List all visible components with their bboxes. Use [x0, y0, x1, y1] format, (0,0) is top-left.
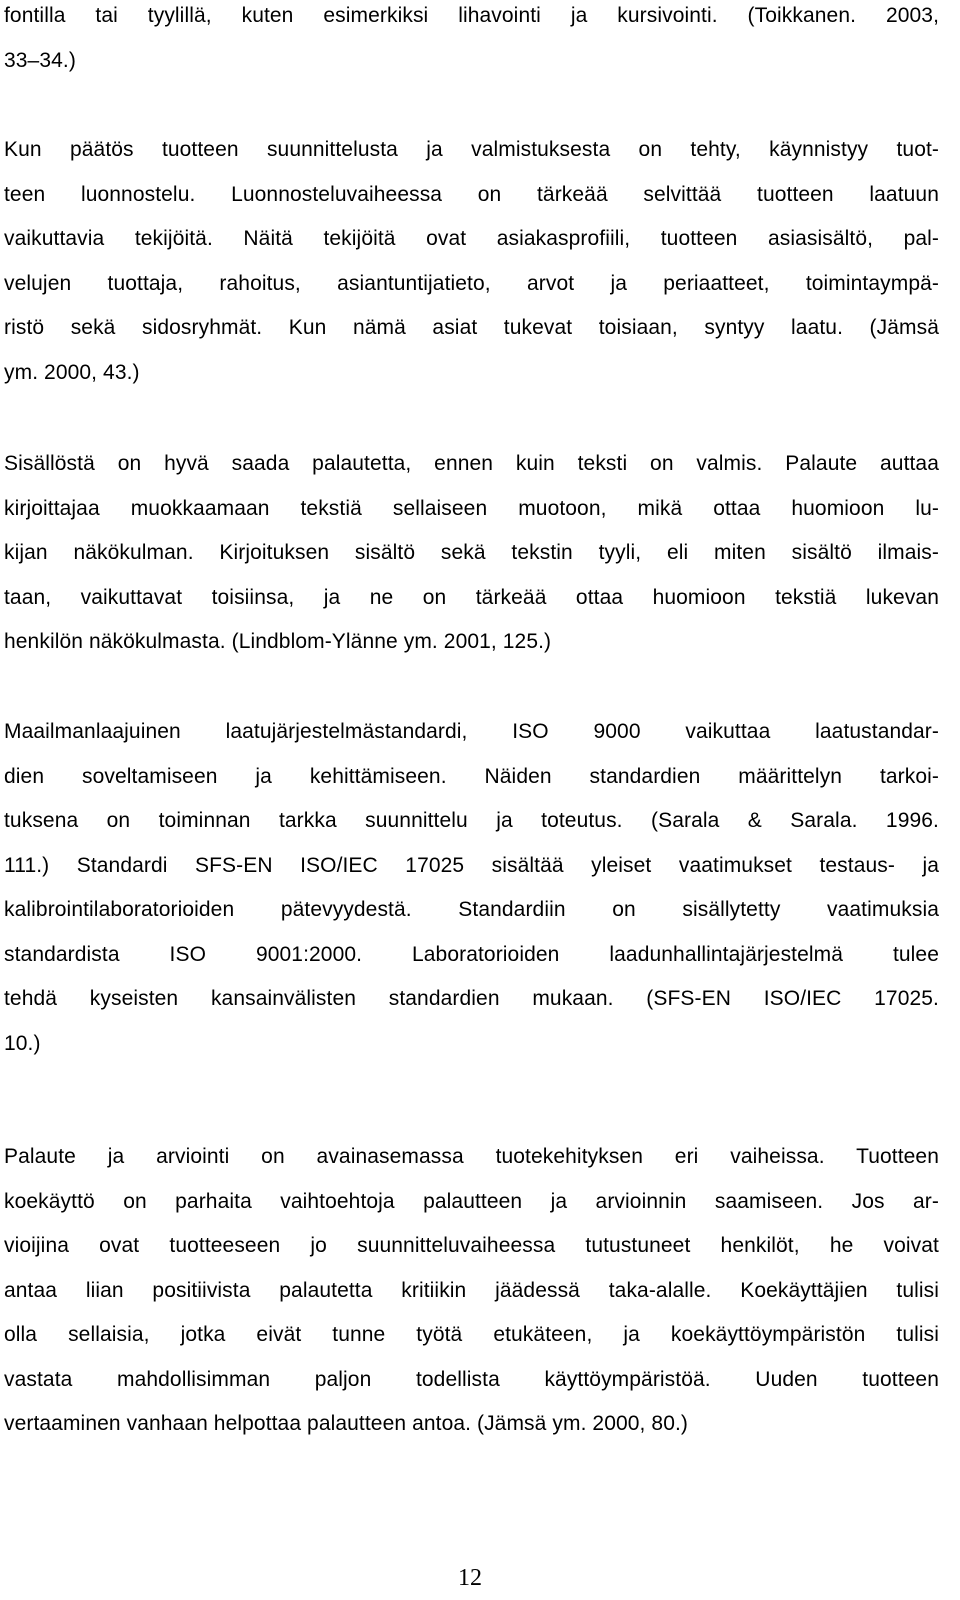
paragraph — [4, 442, 939, 665]
paragraph-line: vaikuttavia tekijöitä. Näitä tekijöitä ovat asiakasprofiili, tuotteen asiasisältö, pal- — [4, 227, 939, 250]
paragraph-line: vioijina ovat tuotteeseen jo suunnitteluvaiheessa tutustuneet henkilöt, he voivat — [4, 1234, 939, 1257]
paragraph-line: tehdä kyseisten kansainvälisten standardien mukaan. (SFS-EN ISO/IEC 17025. — [4, 987, 939, 1010]
paragraph-line: Sisällöstä on hyvä saada palautetta, ennen kuin teksti on valmis. Palaute auttaa — [4, 452, 939, 475]
paragraph-line: dien soveltamiseen ja kehittämiseen. Näiden standardien määrittelyn tarkoi- — [4, 764, 939, 788]
page-number: 12 — [458, 1565, 482, 1591]
paragraph-line: kalibrointilaboratorioiden pätevyydestä. Standardiin on sisällytetty vaatimuksia — [4, 898, 939, 921]
paragraph-line: taan, vaikuttavat toisiinsa, ja ne on tärkeää ottaa huomioon tekstiä lukevan — [4, 585, 939, 609]
paragraph-line: vastata mahdollisimman paljon todellista käyttöympäristöä. Uuden tuotteen — [4, 1367, 939, 1391]
paragraph-line: Maailmanlaajuinen laatujärjestelmästandardi, ISO 9000 vaikuttaa laatustandar- — [4, 720, 939, 743]
paragraph-line: fontilla tai tyylillä, kuten esimerkiksi lihavointi ja kursivointi. (Toikkanen. 2003, — [4, 4, 939, 27]
paragraph-line: 111.) Standardi SFS-EN ISO/IEC 17025 sisältää yleiset vaatimukset testaus- ja — [4, 853, 939, 877]
paragraph-line: 10.) — [4, 1031, 41, 1055]
paragraph-line: vertaaminen vanhaan helpottaa palautteen antoa. (Jämsä ym. 2000, 80.) — [4, 1412, 689, 1435]
paragraph-line: antaa liian positiivista palautetta kritiikin jäädessä taka-alalle. Koekäyttäjien tulisi — [4, 1278, 939, 1302]
paragraph — [4, 710, 939, 1066]
paragraph-line: standardista ISO 9001:2000. Laboratorioiden laadunhallintajärjestelmä tulee — [4, 942, 939, 966]
paragraph-line: teen luonnostelu. Luonnosteluvaiheessa on tärkeää selvittää tuotteen laatuun — [4, 182, 939, 206]
paragraph-line: kijan näkökulman. Kirjoituksen sisältö sekä tekstin tyyli, eli miten sisältö ilmais- — [4, 541, 939, 564]
paragraph — [4, 1135, 939, 1447]
paragraph — [4, 0, 939, 83]
paragraph-line: koekäyttö on parhaita vaihtoehtoja palautteen ja arvioinnin saamiseen. Jos ar- — [4, 1189, 939, 1213]
paragraph-line: Palaute ja arviointi on avainasemassa tuotekehityksen eri vaiheissa. Tuotteen — [4, 1145, 939, 1168]
paragraph-line: ym. 2000, 43.) — [4, 360, 140, 384]
paragraph — [4, 128, 939, 395]
paragraph-line: henkilön näkökulmasta. (Lindblom-Ylänne ym. 2001, 125.) — [4, 630, 552, 653]
paragraph-line: ristö sekä sidosryhmät. Kun nämä asiat tukevat toisiaan, syntyy laatu. (Jämsä — [4, 316, 939, 339]
paragraph-line: 33–34.) — [4, 48, 76, 72]
paragraph-line: velujen tuottaja, rahoitus, asiantuntijatieto, arvot ja periaatteet, toimintaympä- — [4, 271, 939, 295]
paragraph-line: olla sellaisia, jotka eivät tunne työtä etukäteen, ja koekäyttöympäristön tulisi — [4, 1323, 939, 1346]
paragraph-line: tuksena on toiminnan tarkka suunnittelu ja toteutus. (Sarala & Sarala. 1996. — [4, 809, 939, 832]
paragraph-line: kirjoittajaa muokkaamaan tekstiä sellaiseen muotoon, mikä ottaa huomioon lu- — [4, 496, 939, 520]
paragraph-line: Kun päätös tuotteen suunnittelusta ja valmistuksesta on tehty, käynnistyy tuot- — [4, 138, 939, 161]
